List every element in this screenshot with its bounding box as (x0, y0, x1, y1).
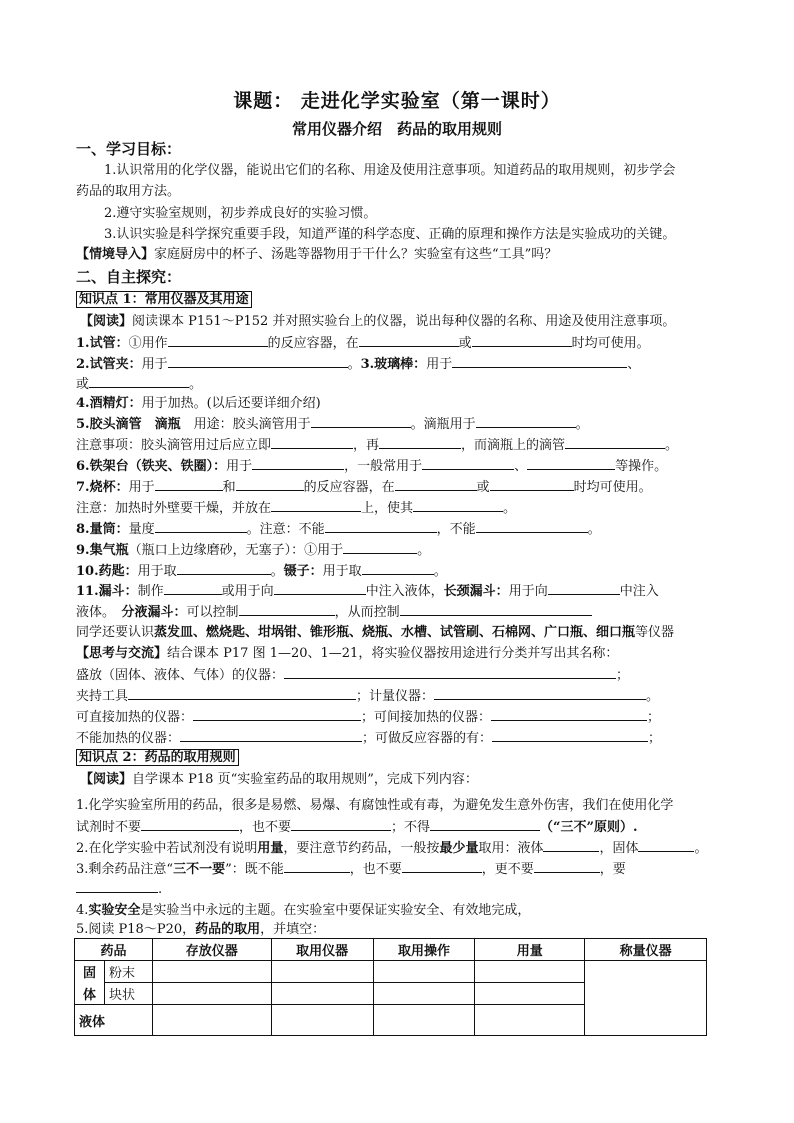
fill-blank[interactable] (168, 334, 268, 347)
fill-blank[interactable] (343, 541, 417, 554)
item-8-cylinder (76, 520, 601, 538)
text: ； (648, 731, 662, 746)
fill-blank[interactable] (271, 499, 361, 512)
text: ，固体 (599, 841, 639, 856)
fill-blank[interactable] (491, 708, 647, 721)
text: 和 (222, 480, 236, 495)
table-cell[interactable] (373, 961, 475, 983)
text: . (158, 882, 163, 897)
text: 。 (646, 689, 660, 704)
text: 时均可使用。 (571, 336, 650, 351)
text: （瓶口上边缘磨砂，无塞子）：①用于 (128, 543, 344, 558)
text: 。 (417, 543, 431, 558)
text: 时均可使用。 (573, 480, 652, 495)
fill-blank[interactable] (379, 436, 461, 449)
text: 不能加热的仪器： (76, 731, 181, 746)
text: 。注意：不能 (246, 522, 325, 537)
table-header-row (75, 939, 707, 961)
text: 。 (575, 417, 589, 432)
text: 液体。 (76, 605, 109, 620)
item-9-gas-jar (76, 541, 430, 559)
table-cell[interactable] (152, 983, 271, 1005)
item-11-label: 11.漏斗： (76, 584, 138, 599)
goal-1-line-1: 1.认识常用的化学仪器，能说出它们的名称、用途及使用注意事项。知道药品的取用规则，初步学会 (104, 163, 676, 178)
table-cell[interactable] (152, 1005, 271, 1036)
fill-blank[interactable] (252, 457, 344, 470)
table-header: 药品 (75, 939, 153, 961)
knowledge-point-2 (76, 749, 239, 766)
text: 盛放（固体、液体、气体）的仪器： (76, 668, 285, 683)
fill-blank[interactable] (430, 818, 540, 831)
rule-2 (76, 839, 708, 857)
text: 、 (627, 357, 641, 372)
solid-label-top: 固 (75, 961, 105, 983)
text: 三不一要 (173, 862, 226, 877)
intro-tag: 【情境导入】 (76, 247, 155, 262)
text: 或 (476, 480, 490, 495)
fill-blank[interactable] (543, 839, 599, 852)
text: ，不能 (436, 522, 476, 537)
text: ，也不要 (349, 862, 402, 877)
rule-1-line-2 (76, 818, 638, 836)
text: 。 (433, 564, 447, 579)
fill-blank[interactable] (128, 687, 356, 700)
think-line (76, 645, 618, 662)
table-row (75, 961, 707, 983)
item-1-label: 1.试管： (76, 336, 129, 351)
fill-blank[interactable] (565, 436, 665, 449)
text: 量度 (128, 522, 155, 537)
think-text: 结合课本 P17 图 1—20、1—21，将实验仪器按用途进行分类并写出其名称： (167, 646, 619, 661)
goal-2: 2.遵守实验室规则，初步养成良好的实验习惯。 (104, 206, 377, 221)
fill-blank[interactable] (164, 582, 222, 595)
text: 注意事项：胶头滴管用过后应立即 (76, 438, 272, 453)
drug-usage-table (74, 938, 707, 1036)
text: 可直接加热的仪器： (76, 710, 194, 725)
text: 用于取 (322, 564, 362, 579)
text: 用于 (128, 480, 155, 495)
table-header: 用量 (475, 939, 585, 961)
text: 用于加热。(以后还要详细介绍) (141, 396, 321, 411)
text: ，也不要 (239, 820, 292, 835)
item-11-label-2: 长颈漏斗： (443, 584, 509, 599)
three-no-principle: （“三不”原则）. (540, 820, 638, 835)
section-goals-heading: 一、学习目标： (76, 140, 182, 158)
solid-label-bottom: 体 (75, 983, 105, 1005)
text: 2.在化学实验中若试剂没有说明 (76, 841, 258, 856)
text: 是实验当中永远的主题。在实验室中要保证实验安全、有效地完成， (140, 903, 531, 918)
item-10-label-2: 镊子： (283, 564, 323, 579)
classify-3 (76, 708, 660, 726)
page-subtitle: 常用仪器介绍 药品的取用规则 (291, 120, 502, 138)
text: ①用作 (128, 336, 168, 351)
read-1-text: 阅读课本 P151～P152 并对照实验台上的仪器，说出每种仪器的名称、用途及使用注意事项。 (132, 314, 676, 329)
text: ，要 (599, 862, 626, 877)
item-2-label: 2.试管夹： (76, 357, 142, 372)
text: ”：既不能 (225, 862, 284, 877)
text: 。 (503, 501, 517, 516)
item-6-iron-stand (76, 457, 667, 475)
text: 用于 (226, 459, 253, 474)
fill-blank[interactable] (193, 708, 361, 721)
text: 制作 (137, 584, 164, 599)
text: 用量 (257, 841, 284, 856)
text: 、 (514, 459, 528, 474)
fill-blank[interactable] (492, 729, 648, 742)
section-explore-heading: 二、自主探究： (76, 268, 182, 286)
fill-blank[interactable] (155, 520, 247, 533)
instrument-list: 蒸发皿、燃烧匙、坩埚钳、锥形瓶、烧瓶、水槽、试管刷、石棉网、广口瓶、细口瓶 (154, 625, 636, 640)
text: 上，使其 (361, 501, 414, 516)
text: ，要注意节约药品，一般按 (283, 841, 440, 856)
item-10-label: 10.药匙： (76, 564, 138, 579)
fill-blank[interactable] (291, 818, 391, 831)
also-know-line (76, 624, 674, 641)
rule-4 (76, 902, 530, 919)
text: 用途：胶头滴管用于 (193, 417, 311, 432)
fill-blank[interactable] (177, 562, 271, 575)
page-title: 课题： 走进化学实验室（第一课时） (233, 90, 561, 112)
read-1-tag: 【阅读】 (80, 314, 133, 329)
fill-blank[interactable] (527, 457, 615, 470)
fill-blank[interactable] (434, 687, 646, 700)
text: 的反应容器，在 (267, 336, 359, 351)
text: 或 (458, 336, 472, 351)
read-2-line (80, 771, 478, 788)
table-cell[interactable] (373, 1005, 475, 1036)
text: 用于取 (137, 564, 177, 579)
text: ，而滴瓶上的滴管 (461, 438, 566, 453)
text: ，更不要 (481, 862, 534, 877)
liquid-label: 液体 (75, 1005, 153, 1036)
item-9-label: 9.集气瓶 (76, 543, 129, 558)
text: 实验安全 (88, 903, 141, 918)
read-2-tag: 【阅读】 (80, 772, 133, 787)
item-1-test-tube (76, 334, 650, 352)
text: 注意：加热时外壁要干燥，并放在 (76, 501, 272, 516)
fill-blank[interactable] (548, 582, 620, 595)
fill-blank[interactable] (362, 562, 434, 575)
text: ，并填空： (260, 922, 326, 937)
text: 夹持工具 (76, 689, 129, 704)
table-cell[interactable] (271, 983, 373, 1005)
fill-blank[interactable] (534, 860, 600, 873)
table-cell: 块状 (104, 983, 152, 1005)
fill-blank[interactable] (141, 818, 239, 831)
rule-1-line-1: 1.化学实验室所用的药品，很多是易燃、易爆、有腐蚀性或有毒，为避免发生意外伤害，我们在使用化学 (76, 798, 674, 813)
text: 等仪器 (635, 625, 675, 640)
text: 中注入 (619, 584, 659, 599)
text: 用于 (426, 357, 453, 372)
text: 可以控制 (186, 605, 239, 620)
fill-blank[interactable] (476, 415, 576, 428)
text: ，再 (353, 438, 380, 453)
text: 中注入液体， (365, 584, 444, 599)
fill-blank[interactable] (638, 839, 694, 852)
think-tag: 【思考与交流】 (76, 646, 168, 661)
classify-4 (76, 729, 661, 747)
item-11-funnel (76, 582, 659, 600)
fill-blank[interactable] (400, 603, 592, 616)
text: 3.剩余药品注意“ (76, 862, 174, 877)
fill-blank[interactable] (168, 355, 348, 368)
table-cell[interactable] (475, 1005, 585, 1036)
item-3-label: 3.玻璃棒： (360, 357, 427, 372)
read-1-line (80, 313, 675, 330)
text: 5.阅读 P18～P20， (76, 922, 196, 937)
table-cell[interactable] (373, 983, 475, 1005)
fill-blank[interactable] (284, 666, 616, 679)
text: 或用于向 (221, 584, 274, 599)
table-cell[interactable] (475, 983, 585, 1005)
classify-1 (76, 666, 629, 684)
item-5-label: 5.胶头滴管 滴瓶 (76, 417, 181, 432)
item-7-label: 7.烧杯： (76, 480, 129, 495)
fill-blank[interactable] (274, 582, 366, 595)
table-cell[interactable] (475, 961, 585, 983)
rule-3 (76, 860, 626, 878)
item-5-note (76, 436, 678, 454)
item-7-beaker (76, 478, 652, 496)
table-cell: 粉末 (104, 961, 152, 983)
fill-blank[interactable] (236, 478, 304, 491)
text: ；可做反应容器的有： (362, 731, 493, 746)
read-2-text: 自学课本 P18 页“实验室药品的取用规则”，完成下列内容： (132, 772, 478, 787)
item-11-cont (76, 603, 592, 621)
item-7-note (76, 499, 516, 517)
table-header: 存放仪器 (152, 939, 271, 961)
intro-line (76, 246, 557, 263)
fill-blank[interactable] (180, 729, 362, 742)
text: 等操作。 (615, 459, 668, 474)
item-10-spoon-tweezers (76, 562, 447, 580)
text: 。 (189, 377, 203, 392)
intro-text: 家庭厨房中的杯子、汤匙等器物用于干什么？实验室有这些“工具”吗？ (154, 247, 558, 262)
text: 。滴瓶用于 (410, 417, 476, 432)
fill-blank[interactable] (490, 478, 574, 491)
text: ； (616, 668, 630, 683)
fill-blank[interactable] (413, 499, 503, 512)
text: ；可间接加热的仪器： (361, 710, 492, 725)
fill-blank[interactable] (452, 355, 627, 368)
table-cell[interactable] (271, 1005, 373, 1036)
text: 。 (270, 564, 284, 579)
knowledge-point-1 (76, 291, 252, 308)
text: 。 (587, 522, 601, 537)
fill-blank[interactable] (402, 860, 482, 873)
table-cell[interactable] (152, 961, 271, 983)
fill-blank[interactable] (395, 478, 477, 491)
table-header: 称量仪器 (585, 939, 707, 961)
fill-blank[interactable] (76, 880, 158, 893)
text: ；不得 (391, 820, 431, 835)
text: 的反应容器，在 (303, 480, 395, 495)
rule-5 (76, 921, 325, 938)
text: 。 (665, 438, 679, 453)
item-5-dropper (76, 415, 589, 433)
knowledge-point-1-label: 知识点 1：常用仪器及其用途 (76, 291, 252, 308)
fill-blank[interactable] (89, 375, 189, 388)
goal-3: 3.认识实验是科学探究重要手段，知道严谨的科学态度、正确的原理和操作方法是实验成功的关键。 (104, 227, 676, 242)
item-4-alcohol-lamp (76, 395, 321, 412)
fill-blank[interactable] (325, 520, 437, 533)
text: 最少量 (439, 841, 479, 856)
text: ，一般常用于 (344, 459, 423, 474)
fill-blank[interactable] (155, 478, 223, 491)
fill-blank[interactable] (284, 860, 350, 873)
rule-3-cont (76, 880, 162, 898)
item-6-label: 6.铁架台（铁夹、铁圈）： (76, 459, 227, 474)
fill-blank[interactable] (422, 457, 514, 470)
text: 药品的取用 (195, 922, 261, 937)
text: 同学还要认识 (76, 625, 155, 640)
text: 用于向 (508, 584, 548, 599)
fill-blank[interactable] (239, 603, 335, 616)
goal-1-line-2: 药品的取用方法。 (76, 184, 181, 199)
text: 4. (76, 903, 89, 918)
item-3-cont (76, 375, 202, 393)
text: 用于 (141, 357, 168, 372)
text: 试剂时不要 (76, 820, 142, 835)
fill-blank[interactable] (476, 520, 588, 533)
table-cell[interactable] (271, 961, 373, 983)
fill-blank[interactable] (359, 334, 459, 347)
text: ；计量仪器： (356, 689, 435, 704)
item-8-label: 8.量筒： (76, 522, 129, 537)
table-header: 取用操作 (373, 939, 475, 961)
fill-blank[interactable] (472, 334, 572, 347)
item-2-3: 2.试管夹：用于 。3.玻璃棒：用于 、 (76, 357, 641, 372)
text: ，从而控制 (334, 605, 400, 620)
item-11-label-3: 分液漏斗： (121, 605, 187, 620)
text: 或 (76, 377, 90, 392)
table-cell[interactable] (585, 961, 707, 1036)
classify-2 (76, 687, 659, 705)
fill-blank[interactable] (271, 436, 353, 449)
fill-blank[interactable] (311, 415, 411, 428)
item-4-label: 4.酒精灯： (76, 396, 142, 411)
table-header: 取用仪器 (271, 939, 373, 961)
text: 取用：液体 (478, 841, 544, 856)
text: ； (647, 710, 661, 725)
text: 。 (694, 841, 708, 856)
knowledge-point-2-label: 知识点 2：药品的取用规则 (76, 749, 239, 766)
